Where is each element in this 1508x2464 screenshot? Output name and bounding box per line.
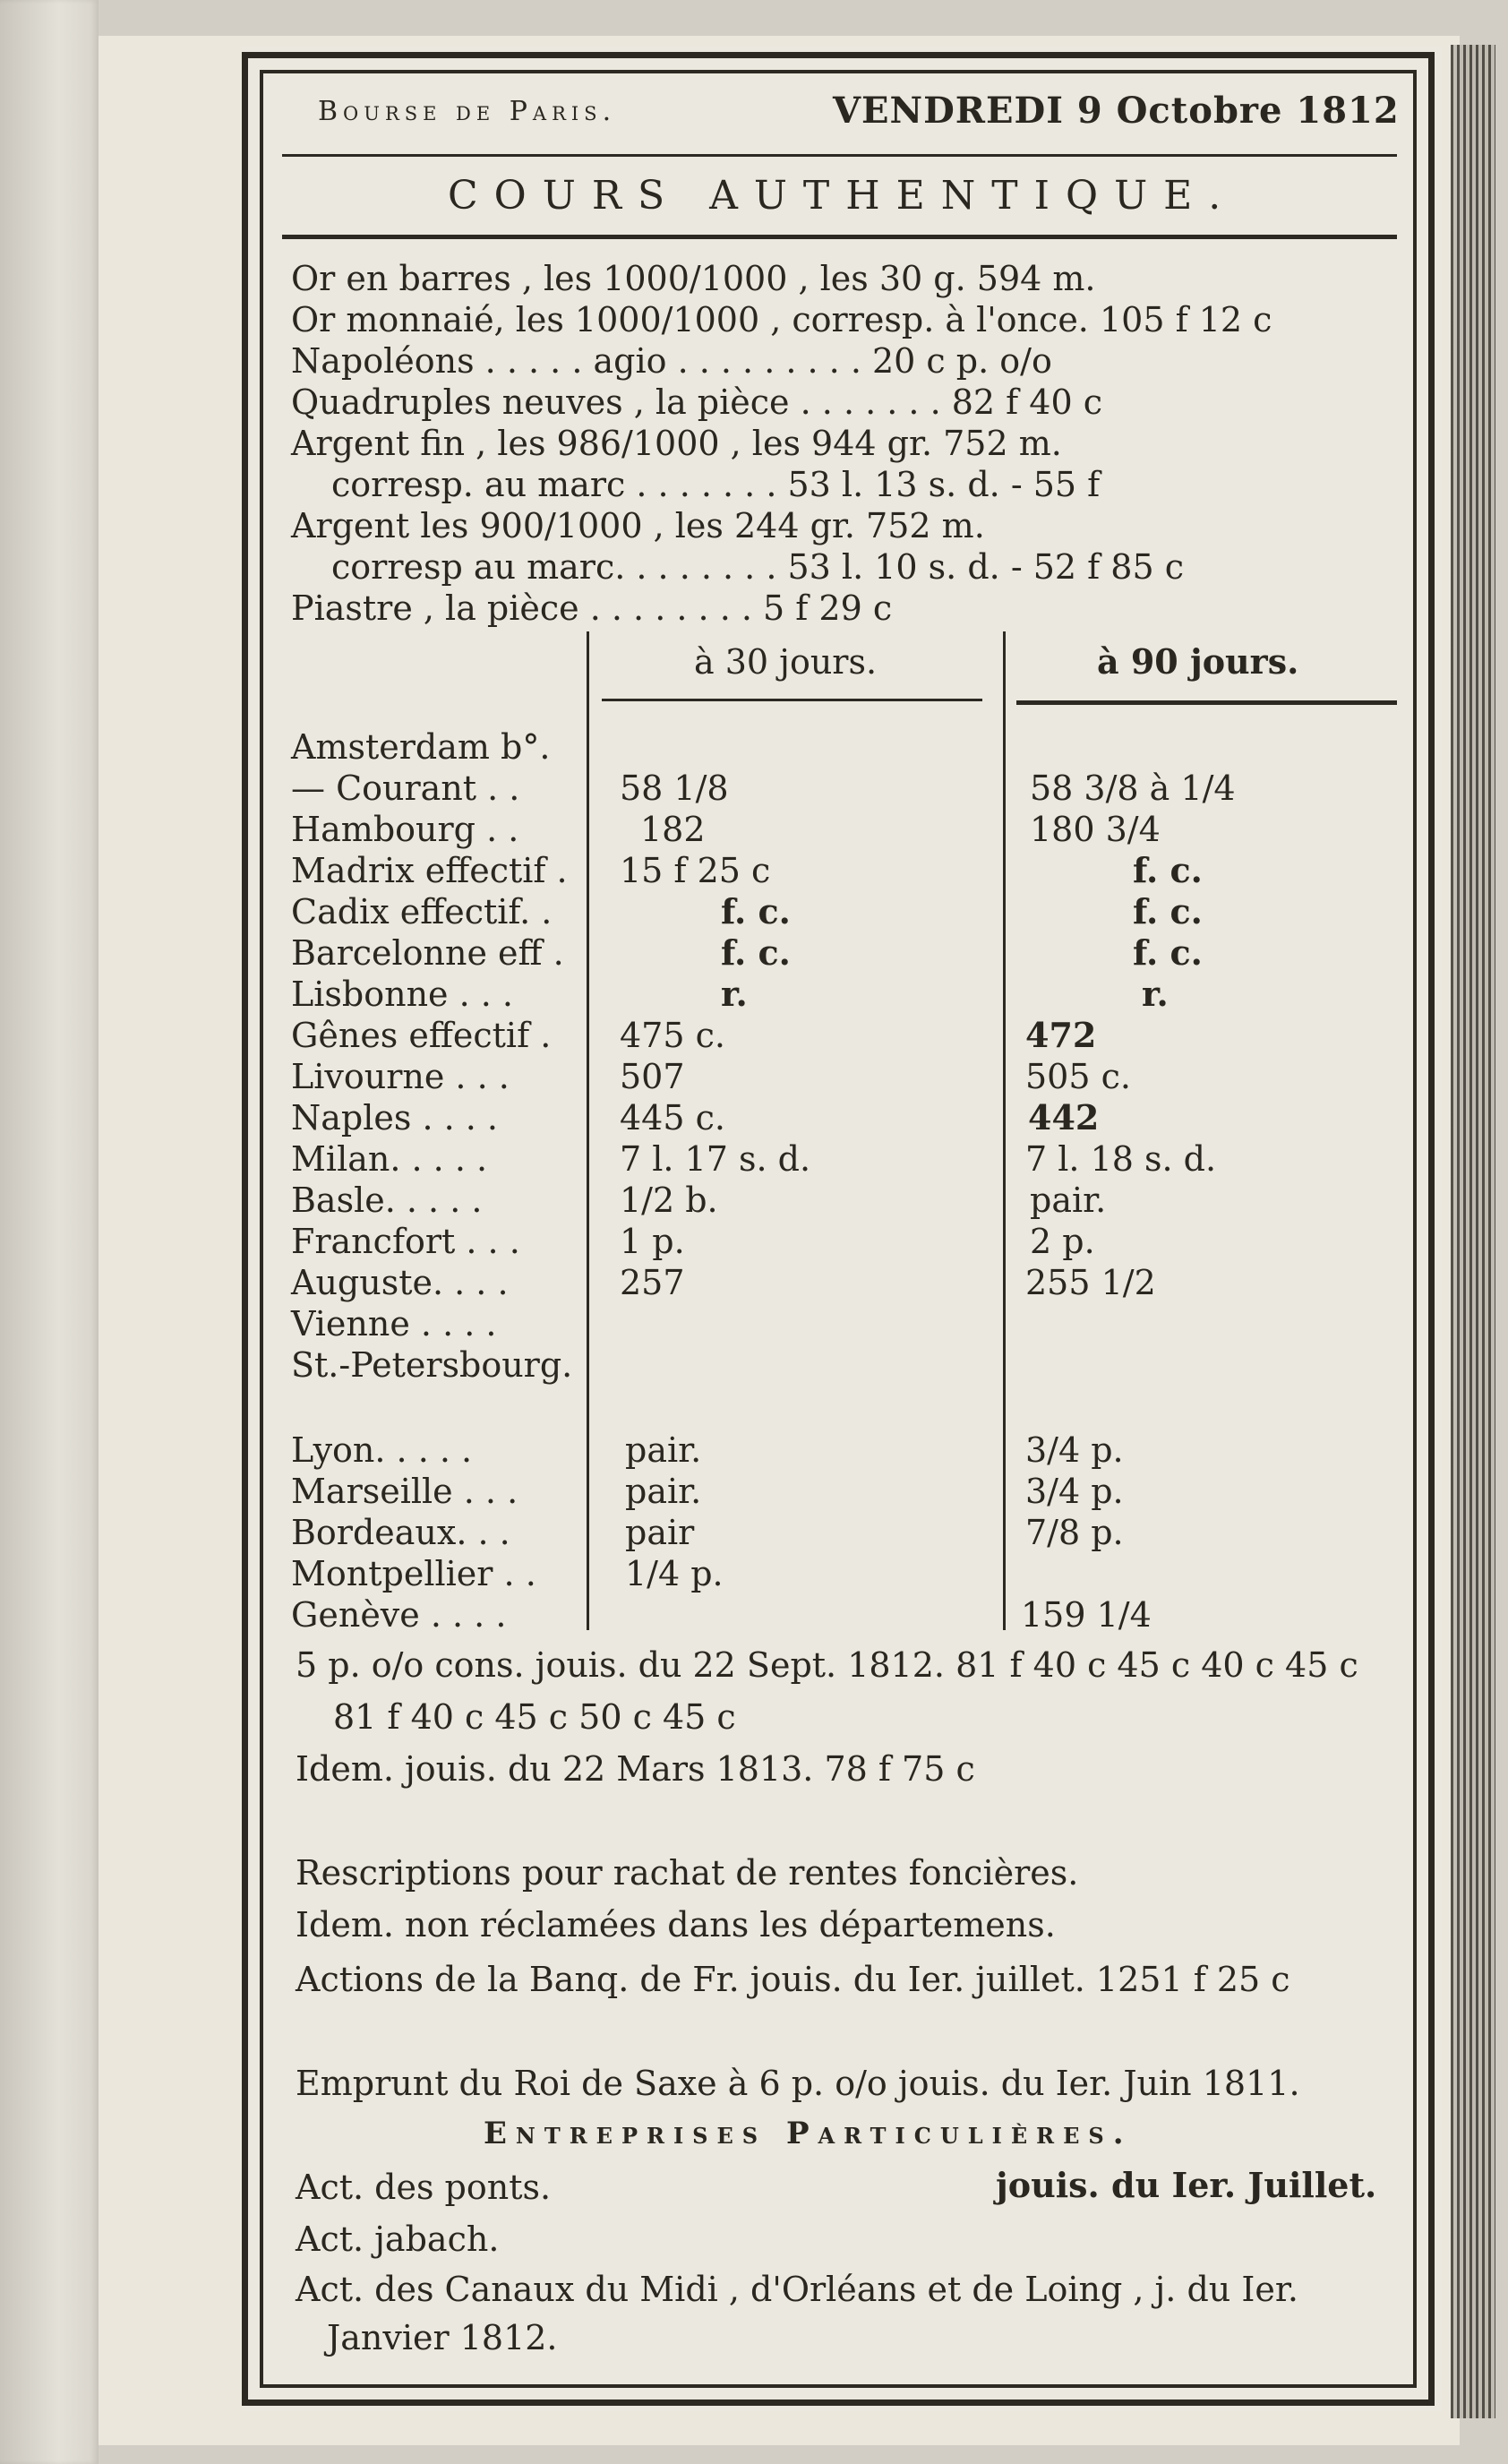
table-row: Naples . . . .: [291, 1098, 499, 1138]
rate-90: f. c.: [1133, 891, 1203, 932]
table-row: Milan. . . . .: [291, 1139, 488, 1179]
table-row: St.-Petersbourg.: [291, 1345, 573, 1385]
rate-30: pair.: [625, 1472, 702, 1511]
entreprise-canaux-date: Janvier 1812.: [327, 2318, 558, 2357]
entreprise-ponts-jouis: jouis. du Ier. Juillet.: [996, 2165, 1377, 2205]
rate-90: 505 c.: [1025, 1057, 1131, 1096]
table-row: Barcelonne eff .: [291, 933, 564, 973]
rate-90: r.: [1142, 974, 1169, 1014]
header-date: VENDREDI 9 Octobre 1812: [833, 90, 1400, 132]
rate-30: 445 c.: [620, 1098, 725, 1138]
table-row: Amsterdam b°.: [291, 727, 551, 767]
rate-30: 257: [620, 1263, 685, 1302]
col90-rule: [1016, 700, 1397, 705]
rate-90: 3/4 p.: [1025, 1472, 1124, 1511]
entreprise-ponts: Act. des ponts.: [296, 2168, 552, 2207]
metal-line-4: Quadruples neuves , la pièce . . . . . . . 82 f 40 c: [291, 382, 1103, 422]
col30-rule: [602, 699, 982, 701]
metal-line-7: Argent les 900/1000 , les 244 gr. 752 m.: [291, 506, 985, 545]
page-title: COURS AUTHENTIQUE.: [448, 173, 1238, 219]
table-row: Montpellier . .: [291, 1554, 536, 1593]
table-row: Genève . . . .: [291, 1595, 507, 1635]
rate-30: 1/4 p.: [625, 1554, 724, 1593]
column-header-30: à 30 jours.: [694, 642, 878, 682]
table-row: Madrix effectif .: [291, 851, 568, 890]
table-row: Basle. . . . .: [291, 1180, 483, 1220]
table-row: Vienne . . . .: [291, 1304, 497, 1344]
rate-30: 7 l. 17 s. d.: [620, 1139, 811, 1179]
metal-line-1: Or en barres , les 1000/1000 , les 30 g. 594 m.: [291, 259, 1096, 298]
rate-30: 58 1/8: [620, 768, 729, 808]
metal-line-5: Argent fin , les 986/1000 , les 944 gr. 752 m.: [291, 424, 1062, 463]
rate-30: pair.: [625, 1430, 702, 1470]
metal-line-2: Or monnaié, les 1000/1000 , corresp. à l'once. 105 f 12 c: [291, 300, 1272, 339]
rate-30: 15 f 25 c: [620, 851, 771, 890]
rate-90: pair.: [1030, 1180, 1107, 1220]
title-rule: [282, 235, 1397, 239]
header-left: Bourse de Paris.: [318, 96, 617, 127]
column-header-90: à 90 jours.: [1097, 641, 1299, 682]
rate-90: 180 3/4: [1030, 810, 1161, 849]
table-row: Auguste. . . .: [291, 1263, 509, 1302]
rate-30: r.: [721, 974, 748, 1014]
rate-90: 58 3/8 à 1/4: [1030, 768, 1236, 808]
rate-90: f. c.: [1133, 932, 1203, 973]
rate-90: 2 p.: [1030, 1222, 1095, 1261]
fund-line-3: Idem. jouis. du 22 Mars 1813. 78 f 75 c: [296, 1749, 975, 1789]
column-divider-1: [587, 631, 589, 1630]
rate-30: 475 c.: [620, 1016, 725, 1055]
metal-line-3: Napoléons . . . . . agio . . . . . . . . . 20 c p. o/o: [291, 341, 1052, 381]
table-row: Francfort . . .: [291, 1222, 520, 1261]
section-title: Entreprises Particulières.: [484, 2116, 1133, 2151]
rate-90: 3/4 p.: [1025, 1430, 1124, 1470]
rate-30: f. c.: [721, 932, 791, 973]
entreprise-canaux: Act. des Canaux du Midi , d'Orléans et de Loing , j. du Ier.: [296, 2270, 1298, 2309]
column-divider-2: [1003, 631, 1006, 1630]
rate-30: 182: [640, 810, 706, 849]
left-page-edge: [0, 0, 99, 2464]
rate-30: pair: [625, 1513, 695, 1552]
metal-line-9: Piastre , la pièce . . . . . . . . 5 f 29 c: [291, 588, 893, 628]
table-row: Cadix effectif. .: [291, 892, 553, 932]
entreprise-jabach: Act. jabach.: [296, 2219, 500, 2259]
table-row: Bordeaux. . .: [291, 1513, 510, 1552]
rate-30: f. c.: [721, 891, 791, 932]
rate-30: 1/2 b.: [620, 1180, 718, 1220]
table-row: Marseille . . .: [291, 1472, 518, 1511]
rate-90: 255 1/2: [1025, 1263, 1156, 1302]
fund-line-6: Actions de la Banq. de Fr. jouis. du Ier. juillet. 1251 f 25 c: [296, 1960, 1290, 1999]
table-row: Livourne . . .: [291, 1057, 510, 1096]
rate-90: 442: [1028, 1097, 1100, 1138]
metal-line-8: corresp au marc. . . . . . . . 53 l. 10 s. d. - 52 f 85 c: [331, 547, 1185, 587]
rate-90: f. c.: [1133, 850, 1203, 890]
table-row: — Courant . .: [291, 768, 520, 808]
table-row: Lyon. . . . .: [291, 1430, 473, 1470]
table-row: Hambourg . .: [291, 810, 519, 849]
rate-30: 1 p.: [620, 1222, 685, 1261]
stacked-page-edges: [1451, 45, 1495, 2418]
fund-line-2: 81 f 40 c 45 c 50 c 45 c: [333, 1697, 736, 1737]
fund-line-1: 5 p. o/o cons. jouis. du 22 Sept. 1812. 81 f 40 c 45 c 40 c 45 c: [296, 1645, 1358, 1685]
metal-line-6: corresp. au marc . . . . . . . 53 l. 13 s. d. - 55 f: [331, 465, 1101, 504]
rate-90: 7 l. 18 s. d.: [1025, 1139, 1217, 1179]
rate-90: 472: [1025, 1015, 1097, 1055]
rate-30: 507: [620, 1057, 685, 1096]
fund-line-5: Idem. non réclamées dans les départemens.: [296, 1905, 1056, 1945]
header-rule: [282, 154, 1397, 157]
table-row: Lisbonne . . .: [291, 974, 514, 1014]
rate-90: 159 1/4: [1021, 1595, 1152, 1635]
rate-90: 7/8 p.: [1025, 1513, 1124, 1552]
table-row: Gênes effectif .: [291, 1016, 552, 1055]
fund-line-4: Rescriptions pour rachat de rentes foncières.: [296, 1853, 1079, 1893]
fund-line-7: Emprunt du Roi de Saxe à 6 p. o/o jouis. du Ier. Juin 1811.: [296, 2064, 1300, 2103]
